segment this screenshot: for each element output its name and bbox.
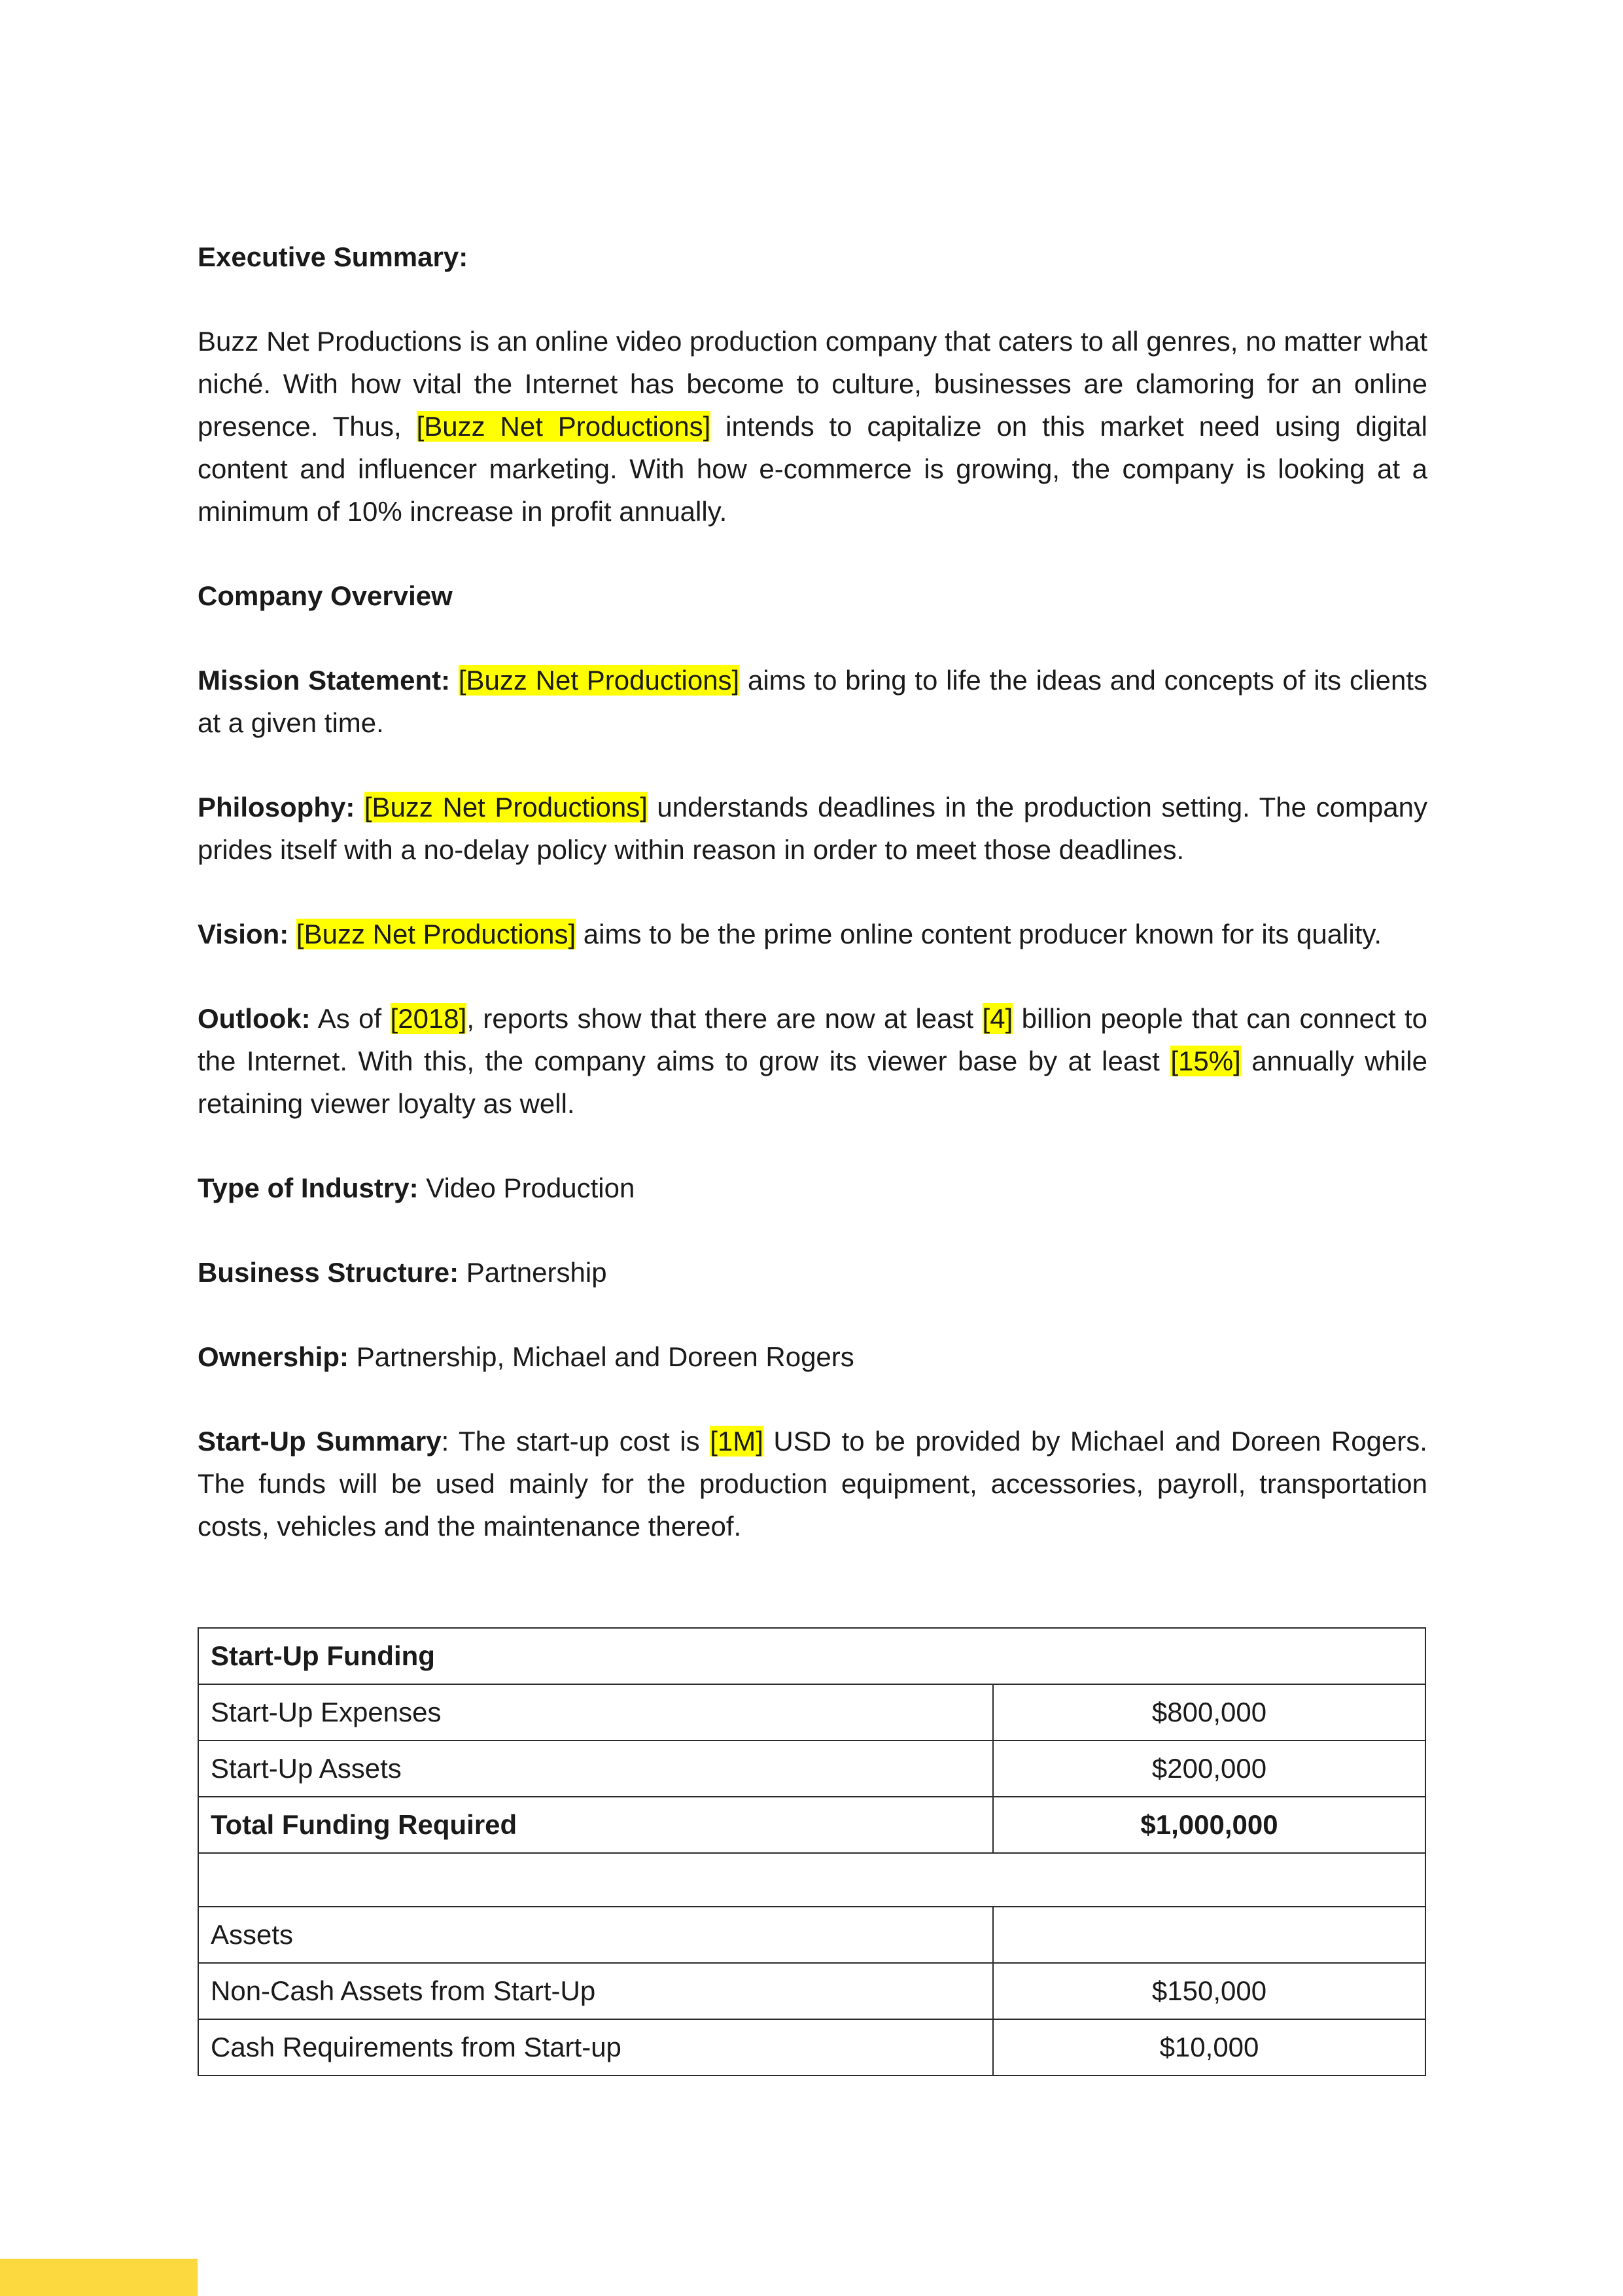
structure-value: Partnership — [459, 1257, 607, 1288]
outlook-billions-placeholder: [4] — [982, 1003, 1013, 1034]
spacer-cell — [198, 1853, 1425, 1907]
outlook-percent-placeholder: [15%] — [1170, 1046, 1241, 1076]
row-label: Total Funding Required — [198, 1797, 993, 1853]
structure-label: Business Structure: — [198, 1257, 459, 1288]
footer-accent-bar — [0, 2259, 198, 2296]
row-label: Assets — [198, 1907, 993, 1963]
outlook-text-1: As of — [310, 1003, 391, 1034]
row-label: Non-Cash Assets from Start-Up — [198, 1963, 993, 2019]
mission-statement — [198, 659, 1427, 744]
table-row — [198, 1907, 1425, 1963]
table-title: Start-Up Funding — [198, 1628, 1425, 1684]
industry-value: Video Production — [418, 1173, 635, 1203]
startup-amount-placeholder: [1M] — [710, 1426, 763, 1457]
outlook-text-3: billion people that can connect to the Internet. With this, the company aims to grow its viewer base by at least — [198, 1003, 1428, 1076]
business-structure — [198, 1251, 1427, 1294]
row-label: Start-Up Expenses — [198, 1684, 993, 1740]
row-value: $150,000 — [993, 1963, 1425, 2019]
row-value: $10,000 — [993, 2019, 1425, 2075]
table-spacer-row — [198, 1853, 1425, 1907]
summary-text-2: intends to capitalize on this market need using digital content and influencer marketing. With how e-commerce is growing, the company is looking at a minimum of 10% increase in profit annually. — [198, 411, 1428, 527]
philosophy-text: understands deadlines in the production setting. The company prides itself with a no-delay policy within reason in order to meet those deadlines. — [198, 792, 1427, 865]
startup-text-2: USD to be provided by Michael and Doreen Rogers. The funds will be used mainly for the production equipment, accessories, payroll, transportation costs, vehicles and the maintenance thereof. — [198, 1426, 1427, 1542]
company-name-placeholder: [Buzz Net Productions] — [416, 411, 711, 442]
vision-text: aims to be the prime online content producer known for its quality. — [576, 919, 1382, 949]
table-row — [198, 1963, 1425, 2019]
ownership — [198, 1335, 1427, 1378]
startup-funding-table — [198, 1627, 1426, 2076]
table-row — [198, 1740, 1425, 1797]
executive-summary-paragraph — [198, 320, 1427, 533]
outlook-text-4: annually while retaining viewer loyalty as well. — [198, 1046, 1427, 1119]
table-header-row — [198, 1628, 1425, 1684]
mission-text: aims to bring to life the ideas and concepts of its clients at a given time. — [198, 665, 1427, 738]
industry-label: Type of Industry: — [198, 1173, 419, 1203]
row-value: $1,000,000 — [993, 1797, 1425, 1853]
mission-label: Mission Statement: — [198, 665, 459, 696]
outlook-label: Outlook: — [198, 1003, 311, 1034]
row-value: $200,000 — [993, 1740, 1425, 1797]
vision-label: Vision: — [198, 919, 296, 949]
vision — [198, 913, 1427, 955]
philosophy-company-placeholder: [Buzz Net Productions] — [364, 792, 648, 822]
outlook — [198, 997, 1427, 1125]
vision-company-placeholder: [Buzz Net Productions] — [296, 919, 576, 949]
row-value: $800,000 — [993, 1684, 1425, 1740]
document-body — [198, 236, 1427, 1589]
philosophy — [198, 786, 1427, 871]
ownership-value: Partnership, Michael and Doreen Rogers — [349, 1341, 854, 1372]
company-overview-heading: Company Overview — [198, 580, 453, 611]
philosophy-label: Philosophy: — [198, 792, 364, 822]
outlook-text-2: , reports show that there are now at least — [466, 1003, 983, 1034]
row-value — [993, 1907, 1425, 1963]
row-label: Start-Up Assets — [198, 1740, 993, 1797]
ownership-label: Ownership: — [198, 1341, 349, 1372]
table-row-total — [198, 1797, 1425, 1853]
executive-summary-heading: Executive Summary: — [198, 241, 468, 272]
startup-text-1: : The start-up cost is — [441, 1426, 710, 1457]
type-of-industry — [198, 1167, 1427, 1209]
table-row — [198, 1684, 1425, 1740]
startup-summary — [198, 1420, 1427, 1547]
startup-summary-label: Start-Up Summary — [198, 1426, 442, 1457]
outlook-year-placeholder: [2018] — [390, 1003, 467, 1034]
summary-text-1: Buzz Net Productions is an online video production company that caters to all genres, no matter what niché. With how vital the Internet has become to culture, businesses are clamoring for an online presence. Thus, — [198, 326, 1427, 442]
row-label: Cash Requirements from Start-up — [198, 2019, 993, 2075]
table-row — [198, 2019, 1425, 2075]
mission-company-placeholder: [Buzz Net Productions] — [458, 665, 740, 696]
